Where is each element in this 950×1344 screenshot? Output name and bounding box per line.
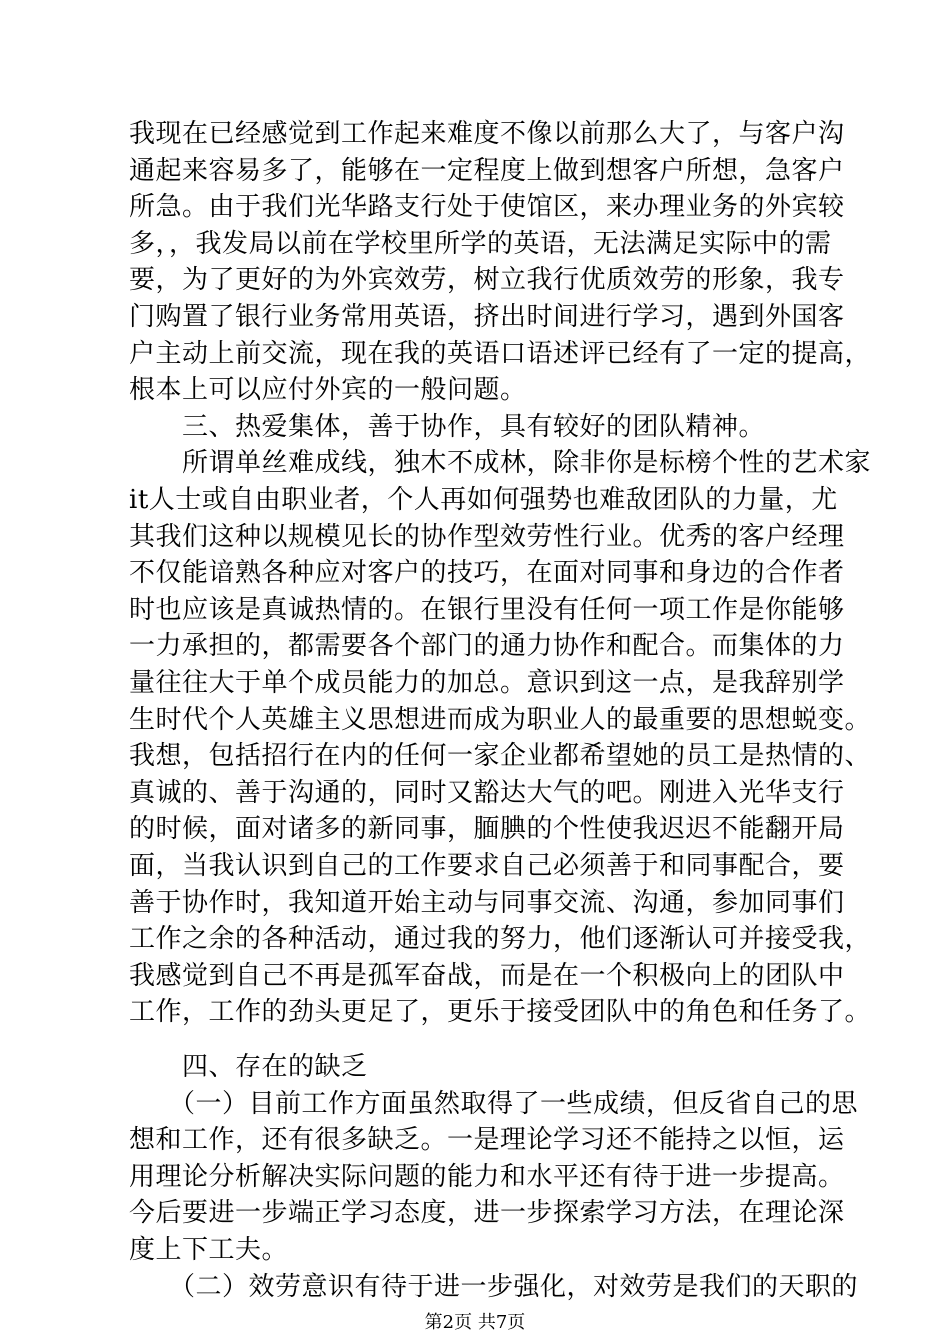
body-text-line: 工作，工作的劲头更足了，更乐于接受团队中的角色和任务了。 [129,997,872,1027]
body-text-line: 不仅能谙熟各种应对客户的技巧，在面对同事和身边的合作者 [129,558,845,588]
body-text-line: 善于协作时，我知道开始主动与同事交流、沟通，参加同事们 [129,888,845,918]
section-heading: 四、存在的缺乏 [129,1052,368,1082]
body-text-line: 我现在已经感觉到工作起来难度不像以前那么大了，与客户沟 [129,119,845,149]
body-text-line: 的时候，面对诸多的新同事，腼腆的个性使我迟迟不能翻开局 [129,814,845,844]
body-text-line: 我感觉到自己不再是孤军奋战，而是在一个积极向上的团队中 [129,961,845,991]
body-text-line: 面，当我认识到自己的工作要求自己必须善于和同事配合，要 [129,851,845,881]
body-text-line: 通起来容易多了，能够在一定程度上做到想客户所想，急客户 [129,156,845,186]
body-text-line: 度上下工夫。 [129,1235,289,1265]
body-text-line: 所谓单丝难成线，独木不成林，除非你是标榜个性的艺术家 [129,448,872,478]
body-text-line: （二）效劳意识有待于进一步强化，对效劳是我们的天职的 [129,1272,859,1302]
body-text-line: it人士或自由职业者，个人再如何强势也难敌团队的力量，尤 [129,485,838,515]
body-text-line: 一力承担的，都需要各个部门的通力协作和配合。而集体的力 [129,631,845,661]
body-text-line: 量往往大于单个成员能力的加总。意识到这一点，是我辞别学 [129,668,845,698]
body-text-line: 户主动上前交流，现在我的英语口语述评已经有了一定的提高， [129,339,872,369]
body-text-line: 真诚的、善于沟通的，同时又豁达大气的吧。刚进入光华支行 [129,778,845,808]
body-text-line: 生时代个人英雄主义思想进而成为职业人的最重要的思想蜕变。 [129,705,872,735]
body-text-line: 用理论分析解决实际问题的能力和水平还有待于进一步提高。 [129,1162,845,1192]
body-text-line: 所急。由于我们光华路支行处于使馆区，来办理业务的外宾较 [129,192,845,222]
section-heading: 三、热爱集体，善于协作，具有较好的团队精神。 [129,412,766,442]
body-text-line: 我想，包括招行在内的任何一家企业都希望她的员工是热情的、 [129,741,872,771]
body-text-line: 想和工作，还有很多缺乏。一是理论学习还不能持之以恒，运 [129,1125,845,1155]
body-text-line: 工作之余的各种活动，通过我的努力，他们逐渐认可并接受我， [129,924,872,954]
body-text-line: 其我们这种以规模见长的协作型效劳性行业。优秀的客户经理 [129,522,845,552]
body-text-line: 今后要进一步端正学习态度，进一步探索学习方法，在理论深 [129,1198,845,1228]
body-text-line: 时也应该是真诚热情的。在银行里没有任何一项工作是你能够 [129,595,845,625]
body-text-line: 根本上可以应付外宾的一般问题。 [129,375,527,405]
body-text-line: 要，为了更好的为外宾效劳，树立我行优质效劳的形象，我专 [129,265,845,295]
body-text-line: 门购置了银行业务常用英语，挤出时间进行学习，遇到外国客 [129,302,845,332]
page-footer: 第2页 共7页 [424,1312,526,1333]
body-text-line: 多，，我发局以前在学校里所学的英语，无法满足实际中的需 [129,229,832,259]
body-text-line: （一）目前工作方面虽然取得了一些成绩，但反省自己的思 [129,1089,859,1119]
